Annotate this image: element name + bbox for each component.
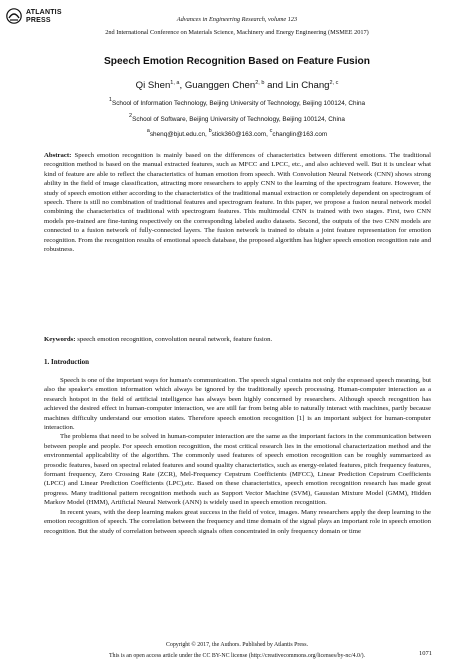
email-superscript: c [269,128,273,134]
email-superscript: a [146,128,150,134]
footer-copyright: Copyright © 2017, the Authors. Published by Atlantis Press. [165,642,309,648]
author-superscript: 2, c [329,80,339,86]
keywords-label: Keywords: [44,336,76,343]
affiliation-1 [0,96,474,108]
email-superscript: b [208,128,212,134]
email-text: stick360@163.com, [211,131,270,138]
conference-running-head: 2nd International Conference on Materials Science, Machinery and Energy Engineering (MSMEE 2017) [105,29,369,36]
abstract-text: Speech emotion recognition is mainly based on the differences of characteristics between different emotions. The traditional recognition method is based on the manual extracted features, such as MFCC and LPCC, etc., and also achieved well. But it is unclear what kind of feature are able to reflect the characteristics of human emotion from speech. With Convolution Neural Network (CNN) shows strong ability in the field of image classification, attracting more researchers to apply CNN to the learning of the spectrogram feature. However, the study of speech emotion either according to the characteristics of the traditional manual extraction or completely dependent on spectrogram of speech. There is still no combination of traditional features and spectrogram feature. In this paper, we propose a fusion neural network model combining the characteristics of traditional with spectrogram features. This multimodal CNN is trained with two stages. First, two CNN models pre-trained are fine-tuning respectively on the corresponding labeled audio datasets. Second, the outputs of the two CNN models are connected to a fusion network of fully-connected layers. The fusion network is trained to obtain a joint feature representation for emotion recognition. From the recognition results of emotional speech database, the proposed algorithm has higher speech emotion recognition rate and robustness. [44,152,431,254]
author-name: Qi Shen [135,80,171,91]
logo-line-1: ATLANTIS [26,9,62,16]
section-heading-introduction: 1. Introduction [44,358,89,366]
body-paragraph: In recent years, with the deep learning makes great success in the field of voice, images. Many researchers apply the deep learning to the emotion recognition of speech. The correlation between the frequency and time domain of the signal plays an important role in speech emotion recognition. But the study of correlation between speech signals often concentrated in only frequency domain or time [44,508,431,535]
introduction-body [44,376,431,536]
abstract [44,151,431,254]
author-separator: , [179,80,185,91]
paper-title: Speech Emotion Recognition Based on Feature Fusion [103,56,371,67]
logo-line-2: PRESS [26,17,51,24]
footer-license: This is an open access article under the CC BY-NC license (http://creativecommons.org/licenses/by-nc/4.0/). [108,653,366,659]
author-superscript: 1, a [170,80,180,86]
email-text: shenq@bjut.edu.cn, [149,131,209,138]
body-paragraph: Speech is one of the important ways for human's communication. The speech signal contains not only the expressed speech meaning, but also the speaker's emotion information which always be ignored by the traditionally speech processing. Human-computer interaction as a research hotspot in the field of artificial intelligence has always been highly concerned by researchers. Although speech recognition has achieved the desired effect in human-computer interaction, we are still far from being able to naturally interact with machines, partly because machines difficulty understand our emotion states. Therefore speech emotion recognition [1] is an important subject for human-computer interaction. [44,377,431,432]
affiliation-superscript: 2 [129,113,133,119]
author-superscript: 2, b [255,80,265,86]
author-list [0,77,474,92]
author-name: Lin Chang [285,80,330,91]
affiliation-superscript: 1 [108,97,112,103]
email-text: changlin@163.com [272,131,328,138]
affiliation-2 [0,112,474,124]
keywords-text: speech emotion recognition, convolution neural network, feature fusion. [77,336,273,343]
keywords [44,335,431,344]
affiliation-text: School of Software, Beijing University of Technology, Beijing 100124, China [132,116,345,123]
page-number: 1071 [419,650,432,657]
author-name: Guanggen Chen [184,80,256,91]
abstract-label: Abstract: [44,152,72,159]
body-paragraph: The problems that need to be solved in human-computer interaction are the same as the important factors in the communication between between people and people. For speech emotion recognition, the most critical research lies in the emotional characterization method and the environmental applicability of the algorithm. The commonly used features of speech emotion recognition can be roughly summarized as prosodic features, based on spectral related features and sound quality characteristics, such as energy-related features, pitch frequency features, formant frequency, Zero Crossing Rate (ZCR), Mel-Frequency Cepstrum Coefficients (MFCC), Linear Prediction Cepstrum Coefficients (LPCC) and Linear Prediction Coefficients (LPC),etc. Based on these characteristics, speech emotion recognition research has made great progress. Many traditional pattern recognition methods such as Support Vector Machine (SVM), Gaussian Mixture Model (GMM), Hidden Markov Model (HMM), Artificial Neural Network (ANN) is widely used in speech emotion recognition. [44,433,431,507]
journal-running-head: Advances in Engineering Research, volume 123 [176,16,298,23]
affiliation-text: School of Information Technology, Beijing University of Technology, Beijing 100124, China [111,100,366,107]
author-emails [0,127,474,139]
author-separator: and [264,80,286,91]
